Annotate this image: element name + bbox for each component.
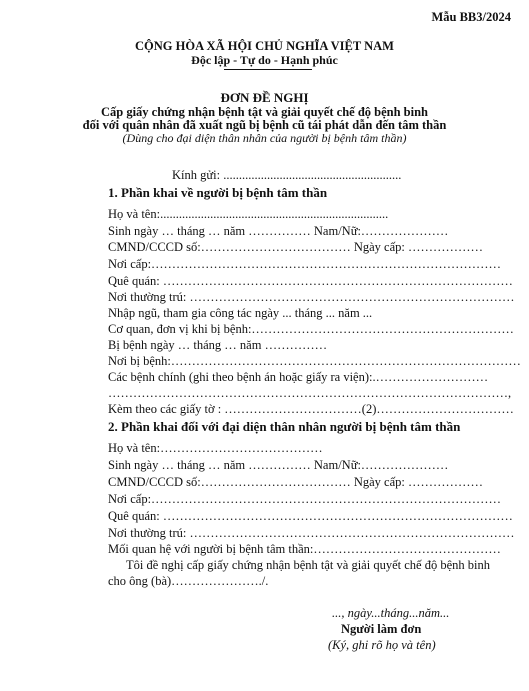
form-code: Mẫu BB3/2024 xyxy=(431,10,511,24)
s1-residence-field[interactable]: Nơi thường trú: …………………………………………………………………… xyxy=(108,290,515,304)
s2-hometown-field[interactable]: Quê quán: ………………………………………………………………………… xyxy=(108,509,513,523)
s1-enlistment-date-field[interactable]: Nhập ngũ, tham gia công tác ngày ... tháng ... năm ... xyxy=(108,306,373,320)
s1-issue-place-field[interactable]: Nơi cấp:………………………………………………………………………… xyxy=(108,257,502,271)
s2-birth-gender-field[interactable]: Sinh ngày … tháng … năm …………… Nam/Nữ:………………… xyxy=(108,458,449,472)
s1-hometown-field[interactable]: Quê quán: ………………………………………………………………………… xyxy=(108,274,513,288)
request-recipient-field[interactable]: cho ông (bà)…………………./. xyxy=(108,574,269,588)
s1-id-number-field[interactable]: CMND/CCCD số:……………………………… Ngày cấp: ……………… xyxy=(108,240,483,254)
s1-full-name-field[interactable]: Họ và tên:......................................................................... xyxy=(108,207,389,221)
usage-note: (Dùng cho đại diện thân nhân của người bị bệnh tâm thần) xyxy=(122,131,407,145)
s2-residence-field[interactable]: Nơi thường trú: …………………………………………………………………… xyxy=(108,526,515,540)
motto: Độc lập - Tự do - Hạnh phúc xyxy=(191,53,338,67)
national-title: CỘNG HÒA XÃ HỘI CHỦ NGHĨA VIỆT NAM xyxy=(135,39,394,53)
signature-note: (Ký, ghi rõ họ và tên) xyxy=(328,638,436,652)
s2-full-name-field[interactable]: Họ và tên:………………………………… xyxy=(108,441,323,455)
s1-main-diseases-field[interactable]: Các bệnh chính (ghi theo bệnh án hoặc giấy ra viện):.……………………… xyxy=(108,370,489,384)
s2-relationship-field[interactable]: Mối quan hệ với người bị bệnh tâm thần:……………………………………… xyxy=(108,542,501,556)
section2-heading: 2. Phần khai đối với đại diện thân nhân người bị bệnh tâm thần xyxy=(108,419,461,434)
document-subtitle-2: đối với quân nhân đã xuất ngũ bị bệnh cũ tái phát dẫn đến tâm thần xyxy=(82,118,447,132)
motto-underline xyxy=(224,69,312,70)
request-text: Tôi đề nghị cấp giấy chứng nhận bệnh tật và giải quyết chế độ bệnh binh xyxy=(126,558,490,572)
document-title: ĐƠN ĐỀ NGHỊ xyxy=(220,90,309,105)
s2-issue-place-field[interactable]: Nơi cấp:………………………………………………………………………… xyxy=(108,492,502,506)
s1-birth-gender-field[interactable]: Sinh ngày … tháng … năm …………… Nam/Nữ:………………… xyxy=(108,224,449,238)
recipient-line[interactable]: Kính gửi: ......................................................... xyxy=(172,168,402,182)
s1-main-diseases-continued[interactable]: ……………………………………………………………………………………, xyxy=(108,386,512,400)
s2-id-number-field[interactable]: CMND/CCCD số:……………………………… Ngày cấp: ……………… xyxy=(108,475,483,489)
s1-illness-date-field[interactable]: Bị bệnh ngày … tháng … năm …………… xyxy=(108,338,328,352)
s1-unit-field[interactable]: Cơ quan, đơn vị khi bị bệnh:……………………………………………………… xyxy=(108,322,514,336)
document-subtitle-1: Cấp giấy chứng nhận bệnh tật và giải quyết chế độ bệnh binh xyxy=(100,105,429,119)
s1-illness-place-field[interactable]: Nơi bị bệnh:………………………………………………………………………… xyxy=(108,354,521,368)
signature-date[interactable]: ..., ngày...tháng...năm... xyxy=(332,606,450,620)
signature-title: Người làm đơn xyxy=(341,622,422,636)
s1-attachments-field[interactable]: Kèm theo các giấy tờ : ……………………………(2)…………………………… xyxy=(108,402,514,416)
section1-heading: 1. Phần khai về người bị bệnh tâm thần xyxy=(108,185,328,200)
